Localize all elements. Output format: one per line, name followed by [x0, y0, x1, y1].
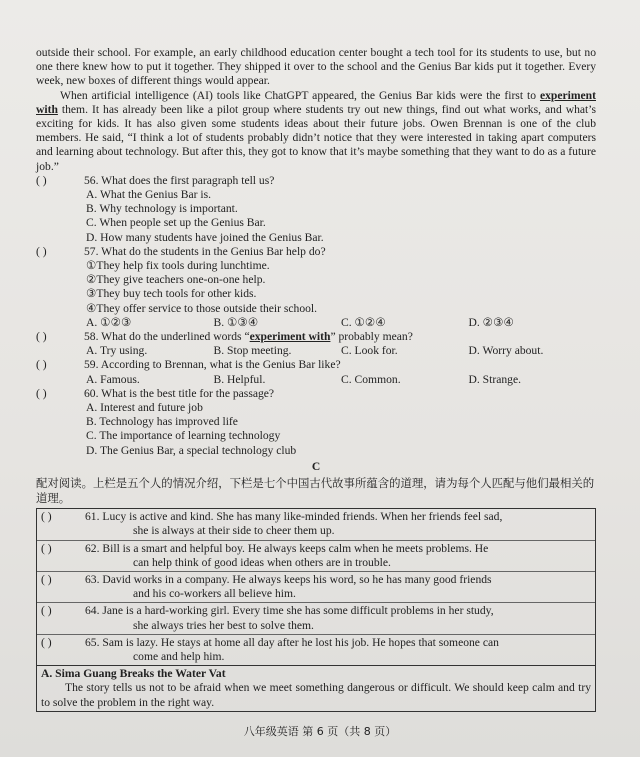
option-59-a: A. Famous. [86, 372, 140, 386]
answer-blank-59[interactable]: ( ) [36, 358, 47, 372]
item-62-line-1: 62. Bill is a smart and helpful boy. He always keeps calm when he meets problems. He [85, 541, 489, 555]
item-65-text [85, 636, 591, 664]
item-61-line-1: 61. Lucy is active and kind. She has many like-minded friends. When her friends feel sad, [85, 510, 503, 524]
options-57 [36, 316, 596, 330]
answer-blank-60[interactable]: ( ) [36, 386, 47, 400]
option-60-d: D. The Genius Bar, a special technology club [86, 443, 297, 457]
answer-blank-62[interactable]: ( ) [41, 541, 52, 555]
section-c-instructions: 配对阅读。上栏是五个人的情况介绍，下栏是七个中国古代故事所蕴含的道理，请为每个人匹配与他们最相关的道理。 [36, 476, 595, 506]
option-58-b: B. Stop meeting. [213, 344, 292, 358]
table-row [37, 603, 595, 634]
option-58-d: D. Worry about. [468, 344, 544, 358]
option-59-c: C. Common. [341, 372, 401, 386]
question-60 [36, 387, 596, 458]
item-62-text [85, 542, 591, 570]
item-64-line-2: she always tries her best to solve them. [133, 618, 314, 632]
item-62-line-2: can help think of good ideas when others are in trouble. [133, 555, 391, 569]
answer-blank-57[interactable]: ( ) [36, 244, 47, 258]
option-56-b: B. Why technology is important. [86, 202, 238, 216]
table-row [37, 572, 595, 603]
answer-blank-63[interactable]: ( ) [41, 572, 52, 586]
story-a-text: The story tells us not to be afraid when we meet something dangerous or difficult. We should keep calm and try to solve the problem in the right way. [41, 681, 591, 709]
question-56 [36, 174, 596, 245]
statement-57-4: ④They offer service to those outside their school. [86, 301, 318, 315]
answer-blank-58[interactable]: ( ) [36, 330, 47, 344]
passage-paragraph-2 [36, 89, 596, 174]
option-58-a: A. Try using. [86, 344, 148, 358]
table-row [37, 509, 595, 540]
question-58-text [84, 330, 596, 344]
passage-paragraph-1: outside their school. For example, an early childhood education center bought a tech tool for its students to use, but no one there knew how to put it together. They shipped it over to the school and the Genius Bar kids put it together. Every week, new boxes of different things would appear. [36, 46, 596, 88]
option-57-b: B. ①③④ [213, 315, 259, 329]
item-64-text [85, 604, 591, 632]
question-60-text: 60. What is the best title for the passage? [84, 386, 275, 400]
underlined-phrase: experiment with [36, 88, 596, 116]
option-59-d: D. Strange. [468, 372, 521, 386]
options-58 [36, 344, 596, 358]
item-65-line-2: come and help him. [133, 649, 225, 663]
item-64-line-1: 64. Jane is a hard-working girl. Every time she has some difficult problems in her study, [85, 604, 494, 618]
option-57-a: A. ①②③ [86, 315, 132, 329]
item-63-line-2: and his co-workers all believe him. [133, 587, 296, 601]
paragraph-2-rest: them. It has already been like a pilot group where students try out new things, find out what works, and what’s exciting for kids. It has also given some students ideas about their future jobs. Owen Brennan is one of the club members. He said, “I think a lot of students probably didn’t notice that they were interested in taking apart computers and learning about technology. But after this, they got to know that it’s maybe something that they want to do as a future job.” [36, 102, 596, 173]
table-row [37, 541, 595, 572]
option-57-d: D. ②③④ [468, 315, 514, 329]
page-content [36, 46, 596, 712]
option-56-c: C. When people set up the Genius Bar. [86, 216, 266, 230]
question-57 [36, 245, 596, 330]
option-56-a: A. What the Genius Bar is. [86, 188, 212, 202]
page-footer: 八年级英语 第 6 页（共 8 页） [243, 725, 397, 738]
option-60-a: A. Interest and future job [86, 401, 203, 415]
item-63-line-1: 63. David works in a company. He always keeps his word, so he has many good friends [85, 572, 492, 586]
option-57-c: C. ①②④ [341, 315, 386, 329]
option-56-d: D. How many students have joined the Genius Bar. [86, 230, 324, 244]
answer-blank-64[interactable]: ( ) [41, 604, 52, 618]
q58-underlined: experiment with [249, 330, 331, 344]
option-59-b: B. Helpful. [213, 372, 266, 386]
answer-blank-61[interactable]: ( ) [41, 510, 52, 524]
story-a-title: A. Sima Guang Breaks the Water Vat [41, 667, 226, 681]
story-a [36, 666, 596, 712]
question-57-text: 57. What do the students in the Genius Bar help do? [84, 244, 326, 258]
question-58 [36, 330, 596, 358]
option-58-c: C. Look for. [341, 344, 398, 358]
question-56-text: 56. What does the first paragraph tell us? [84, 173, 275, 187]
options-59 [36, 373, 596, 387]
item-65-line-1: 65. Sam is lazy. He stays at home all day after he lost his job. He hopes that someone can [85, 635, 499, 649]
item-61-line-2: she is always at their side to cheer them up. [133, 524, 335, 538]
question-59 [36, 358, 596, 386]
people-table [36, 508, 596, 666]
q58-text-start: 58. What do the underlined words “ [84, 330, 250, 344]
item-61-text [85, 510, 591, 538]
item-63-text [85, 573, 591, 601]
statement-57-3: ③They buy tech tools for other kids. [86, 287, 257, 301]
statement-57-1: ①They help fix tools during lunchtime. [86, 259, 270, 273]
statement-57-2: ②They give teachers one-on-one help. [86, 273, 266, 287]
answer-blank-56[interactable]: ( ) [36, 173, 47, 187]
section-c-heading: C [311, 459, 321, 473]
q58-text-end: ” probably mean? [330, 330, 413, 344]
answer-blank-65[interactable]: ( ) [41, 635, 52, 649]
option-60-b: B. Technology has improved life [86, 415, 238, 429]
table-row [37, 635, 595, 665]
paragraph-2-start: When artificial intelligence (AI) tools like ChatGPT appeared, the Genius Bar kids were the first to [60, 88, 540, 102]
option-60-c: C. The importance of learning technology [86, 429, 281, 443]
question-59-text: 59. According to Brennan, what is the Genius Bar like? [84, 358, 341, 372]
